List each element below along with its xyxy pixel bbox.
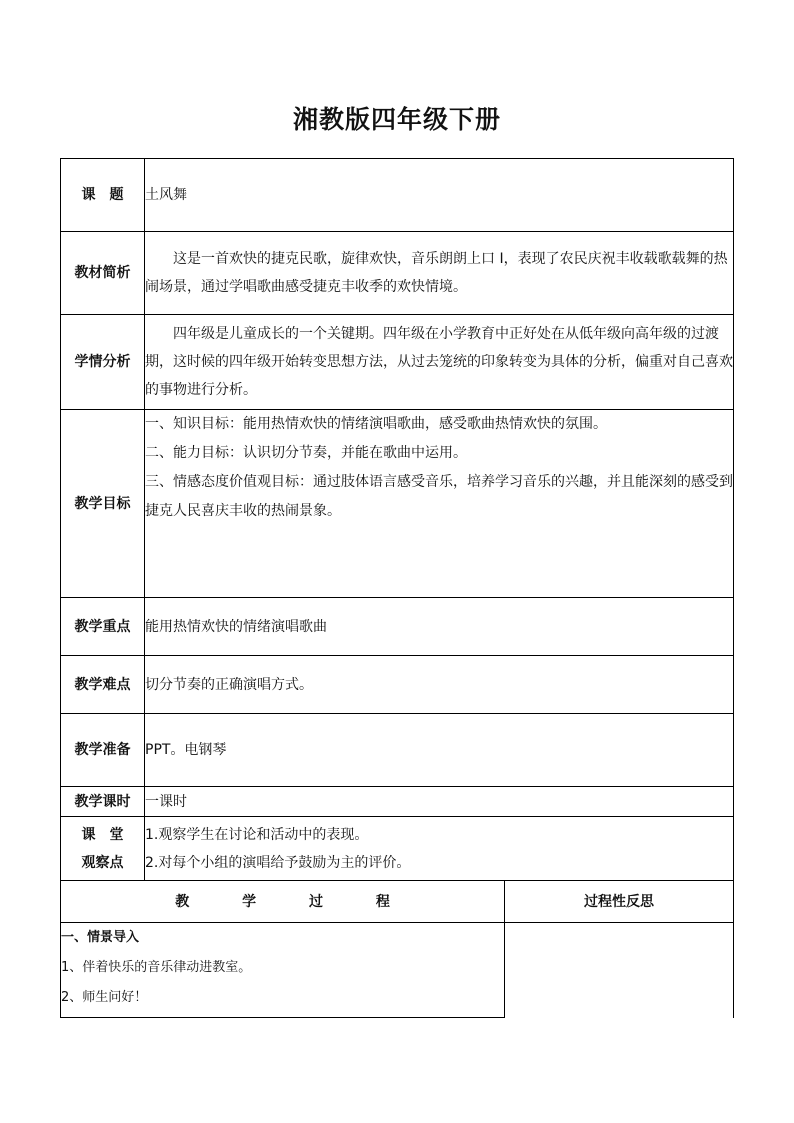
preparation-value: PPT。电钢琴: [145, 714, 734, 787]
goals-label: 教学目标: [61, 410, 145, 598]
goal-item: 一、知识目标：能用热情欢快的情绪演唱歌曲，感受歌曲热情欢快的氛围。: [145, 416, 607, 432]
observation-label-line1: 课 堂: [81, 826, 124, 843]
process-header-char: 教: [175, 893, 190, 910]
material-cell: [145, 232, 734, 315]
students-text: 四年级是儿童成长的一个关键期。四年级在小学教育中正好处在从低年级向高年级的过渡期，这时候的四年级开始转变思想方法，从过去笼统的印象转变为具体的分析，偏重对自己喜欢的事物进行分析。: [145, 326, 733, 398]
observation-item: 2.对每个小组的演唱给予鼓励为主的评价。: [145, 854, 411, 871]
row-goals: [61, 410, 734, 598]
hours-label: 教学课时: [61, 787, 145, 817]
section-heading: 一、情景导入: [61, 930, 140, 945]
key-point-label: 教学重点: [61, 598, 145, 656]
observation-label-line2: 观察点: [81, 854, 124, 871]
goal-item: 二、能力目标：认识切分节奏，并能在歌曲中运用。: [145, 445, 467, 461]
key-point-value: 能用热情欢快的情绪演唱歌曲: [145, 598, 734, 656]
reflection-header: 过程性反思: [505, 881, 734, 923]
preparation-label: 教学准备: [61, 714, 145, 787]
row-observation: [61, 817, 734, 881]
observation-item: 1.观察学生在讨论和活动中的表现。: [145, 826, 369, 843]
students-label: 学情分析: [61, 315, 145, 410]
process-cell: [61, 923, 505, 1018]
row-students: [61, 315, 734, 410]
students-cell: [145, 315, 734, 410]
process-item: 1、伴着快乐的音乐律动进教室。: [61, 960, 252, 975]
topic-label-text: 课 题: [81, 187, 124, 203]
page-title: 湘教版四年级下册: [292, 105, 501, 134]
hours-value: 一课时: [145, 787, 734, 817]
process-header-char: 程: [375, 893, 390, 910]
difficulty-label: 教学难点: [61, 656, 145, 714]
goals-cell: [145, 410, 734, 598]
topic-label: [61, 159, 145, 232]
difficulty-value: 切分节奏的正确演唱方式。: [145, 656, 734, 714]
row-topic: [61, 159, 734, 232]
goal-item: 三、情感态度价值观目标：通过肢体语言感受音乐，培养学习音乐的兴趣，并且能深刻的感受到捷克人民喜庆丰收的热闹景象。: [145, 474, 733, 519]
row-process-header: [61, 881, 734, 923]
row-key-point: [61, 598, 734, 656]
row-process-body: [61, 923, 734, 1018]
row-hours: [61, 787, 734, 817]
material-label: 教材简析: [61, 232, 145, 315]
row-material: [61, 232, 734, 315]
material-text: 这是一首欢快的捷克民歌，旋律欢快，音乐朗朗上口 I，表现了农民庆祝丰收载歌载舞的热闹场景，通过学唱歌曲感受捷克丰收季的欢快情境。: [145, 251, 728, 295]
row-preparation: [61, 714, 734, 787]
process-header-char: 过: [308, 893, 323, 910]
process-item: 2、师生问好！: [61, 990, 148, 1005]
process-header: [61, 881, 505, 923]
lesson-plan-table: [60, 158, 734, 1018]
observation-label: [61, 817, 145, 881]
row-difficulty: [61, 656, 734, 714]
process-header-char: 学: [242, 893, 257, 910]
reflection-cell: [505, 923, 734, 1018]
topic-value: 土风舞: [145, 159, 734, 232]
observation-cell: [145, 817, 734, 881]
